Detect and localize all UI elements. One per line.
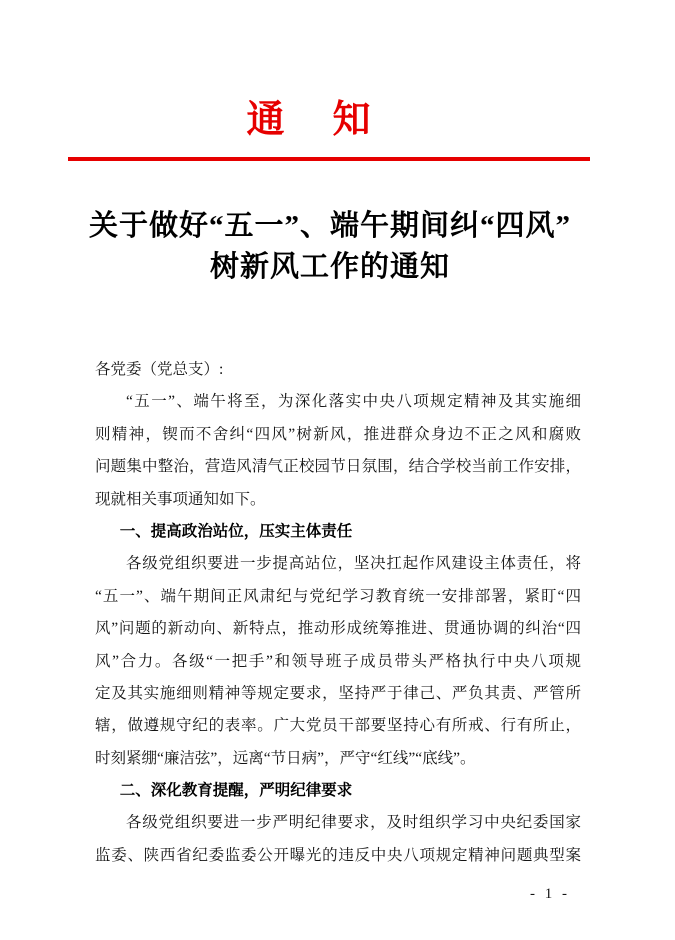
body-text-block xyxy=(95,354,581,872)
body-line: 现就相关事项通知如下。 xyxy=(95,490,266,508)
body-line: 各级党组织要进一步严明纪律要求，及时组织学习中央纪委国家 xyxy=(126,814,581,832)
section-heading-2: 二、深化教育提醒，严明纪律要求 xyxy=(119,782,353,800)
body-line: 辖，做遵规守纪的表率。广大党员干部要坚持心有所戒、行有所止， xyxy=(95,717,581,735)
body-line: 时刻紧绷“廉洁弦”，远离“节日病”，严守“红线”“底线”。 xyxy=(95,749,476,767)
body-line: 问题集中整治，营造风清气正校园节日氛围，结合学校当前工作安排， xyxy=(95,458,581,476)
body-line: 监委、陕西省纪委监委公开曝光的违反中央八项规定精神问题典型案 xyxy=(95,846,581,864)
red-divider-line xyxy=(68,157,590,161)
document-title-line-2: 树新风工作的通知 xyxy=(209,251,450,283)
body-line: “五一”、端午期间正风肃纪与党纪学习教育统一安排部署，紧盯“四 xyxy=(95,587,581,605)
document-title-line-1: 关于做好“五一”、端午期间纠“四风” xyxy=(88,210,571,242)
body-line: 各级党组织要进一步提高站位，坚决扛起作风建设主体责任，将 xyxy=(126,555,581,573)
document-title xyxy=(40,206,620,288)
body-line: 则精神，锲而不舍纠“四风”树新风，推进群众身边不正之风和腐败 xyxy=(95,425,581,443)
body-line: “五一”、端午将至，为深化落实中央八项规定精神及其实施细 xyxy=(126,393,581,411)
page-number: - 1 - xyxy=(530,886,570,902)
notice-banner-title: 通 知 xyxy=(246,96,376,141)
body-line: 定及其实施细则精神等规定要求，坚持严于律己、严负其责、严管所 xyxy=(95,684,581,702)
body-line: 风”合力。各级“一把手”和领导班子成员带头严格执行中央八项规 xyxy=(95,652,581,670)
salutation-line: 各党委（党总支）: xyxy=(95,361,224,378)
body-line: 风”问题的新动向、新特点，推动形成统筹推进、贯通协调的纠治“四 xyxy=(95,620,581,638)
section-heading-1: 一、提高政治站位，压实主体责任 xyxy=(119,522,353,540)
